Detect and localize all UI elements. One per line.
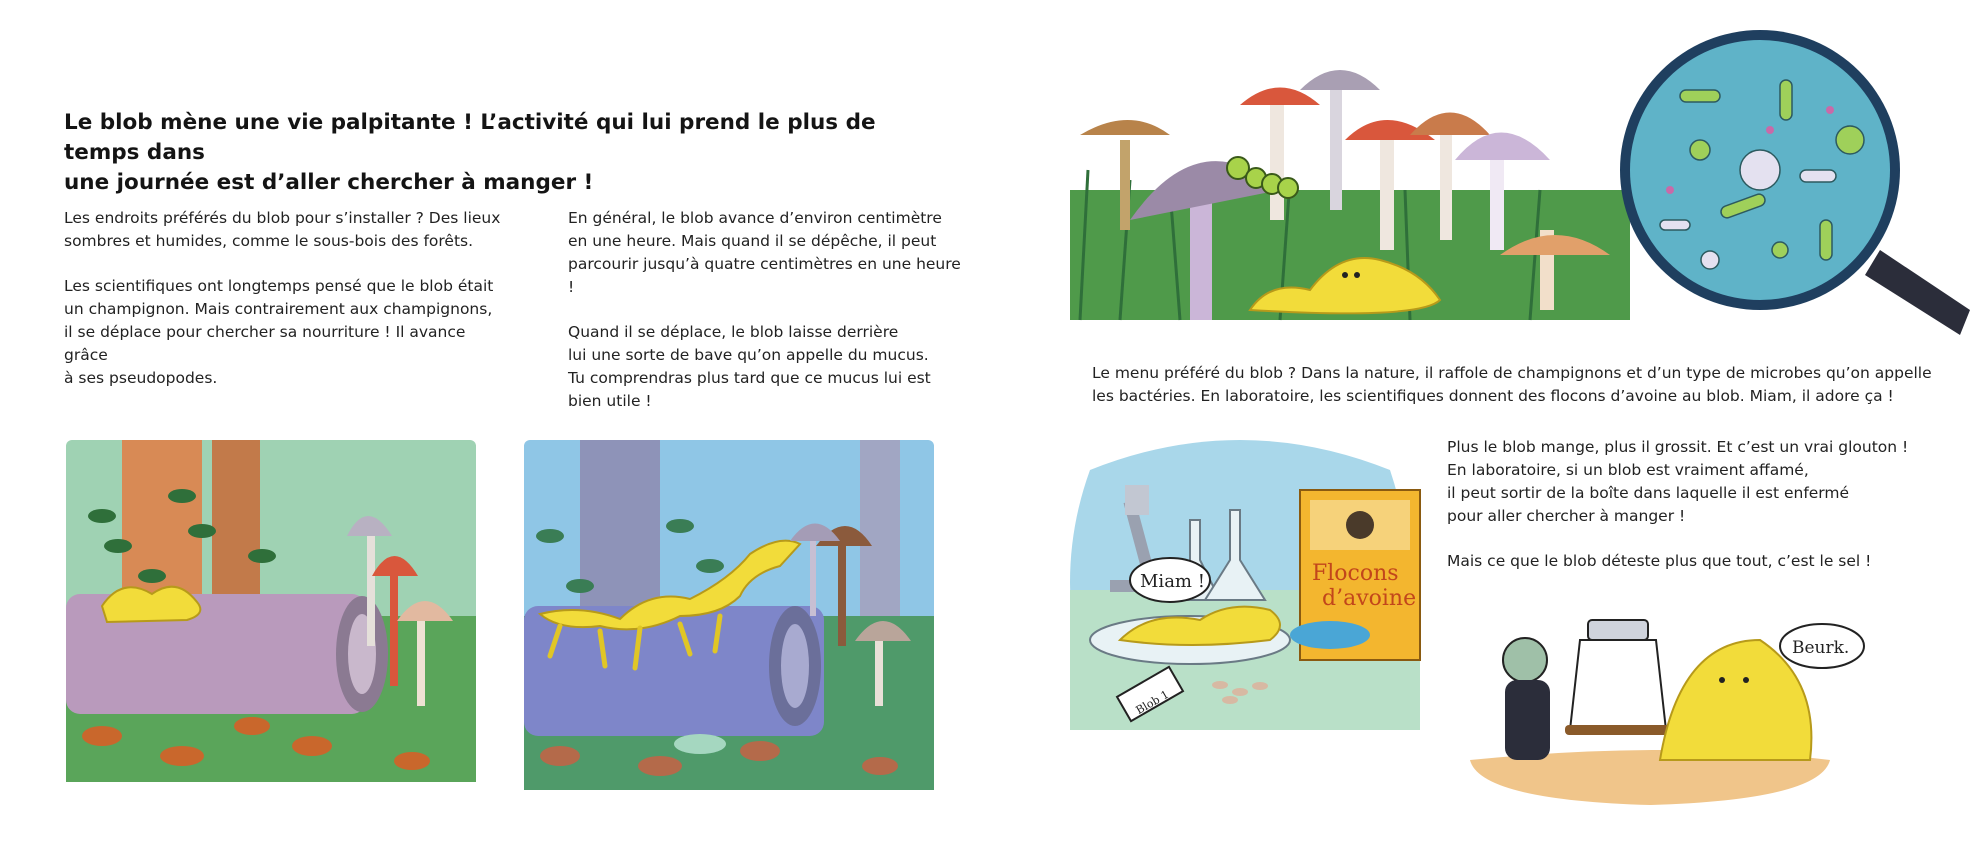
text-line: Les endroits préférés du blob pour s’installer ? Des lieux: [64, 209, 501, 227]
box-label-avoine: d’avoine: [1322, 586, 1417, 611]
paragraph-mucus: [568, 321, 968, 413]
text-line: sombres et humides, comme le sous-bois des forêts.: [64, 232, 474, 250]
magnifier-handle: [1865, 250, 1970, 335]
menu-paragraph: [1092, 362, 1952, 408]
speech-bubble-beurk: Beurk.: [1792, 638, 1850, 658]
text-line: il peut sortir de la boîte dans laquelle il est enfermé: [1447, 484, 1850, 502]
box-label-flocons: Flocons: [1312, 561, 1399, 586]
text-line: lui une sorte de bave qu’on appelle du mucus.: [568, 346, 929, 364]
text-line: pour aller chercher à manger !: [1447, 507, 1686, 525]
mushroom-meadow-illustration: [1060, 20, 1978, 340]
salt-illustration: [1460, 610, 1880, 810]
text-line: Mais ce que le blob déteste plus que tout, c’est le sel !: [1447, 552, 1872, 570]
paragraph-sel: [1447, 550, 1927, 573]
paragraph-champignon: [64, 275, 504, 390]
speech-bubble-miam: Miam !: [1140, 571, 1205, 592]
text-line: en une heure. Mais quand il se dépêche, il peut: [568, 232, 937, 250]
salt-shaker-icon: [1570, 620, 1666, 730]
text-line: les bactéries. En laboratoire, les scientifiques donnent des flocons d’avoine au blob. Miam, il adore ça !: [1092, 387, 1894, 405]
text-line: En général, le blob avance d’environ centimètre: [568, 209, 942, 227]
magnifying-glass-icon: [1620, 30, 1900, 310]
text-line: à ses pseudopodes.: [64, 369, 218, 387]
text-column-2: [568, 207, 968, 435]
text-line: il se déplace pour chercher sa nourriture ! Il avance grâce: [64, 323, 466, 364]
text-line: Tu comprendras plus tard que ce mucus lui est: [568, 369, 931, 387]
text-line: parcourir jusqu’à quatre centimètres en une heure !: [568, 255, 961, 296]
text-line: En laboratoire, si un blob est vraiment affamé,: [1447, 461, 1809, 479]
paragraph-habitat: [64, 207, 504, 253]
text-line: Le menu préféré du blob ? Dans la nature, il raffole de champignons et d’un type de microbes qu’on appelle: [1092, 364, 1932, 382]
forest-illustration-resting-blob: [62, 436, 482, 788]
heading-line-1: Le blob mène une vie palpitante ! L’activité qui lui prend le plus de temps dans: [64, 110, 876, 165]
text-column-1: [64, 207, 504, 412]
text-line: un champignon. Mais contrairement aux champignons,: [64, 300, 493, 318]
forest-illustration-moving-blob: [520, 436, 940, 796]
dish-label: Blob 1: [1133, 687, 1172, 717]
heading-line-2: une journée est d’aller chercher à manger !: [64, 170, 594, 195]
page-heading: [64, 108, 924, 198]
paragraph-speed: [568, 207, 968, 299]
paragraph-glouton: [1447, 436, 1927, 528]
text-line: Quand il se déplace, le blob laisse derrière: [568, 323, 899, 341]
glutton-paragraph: [1447, 436, 1927, 595]
text-line: Plus le blob mange, plus il grossit. Et c’est un vrai glouton !: [1447, 438, 1909, 456]
text-line: Les scientifiques ont longtemps pensé que le blob était: [64, 277, 494, 295]
right-page: [1040, 0, 1978, 859]
text-line: bien utile !: [568, 392, 652, 410]
lab-illustration: [1060, 430, 1440, 740]
